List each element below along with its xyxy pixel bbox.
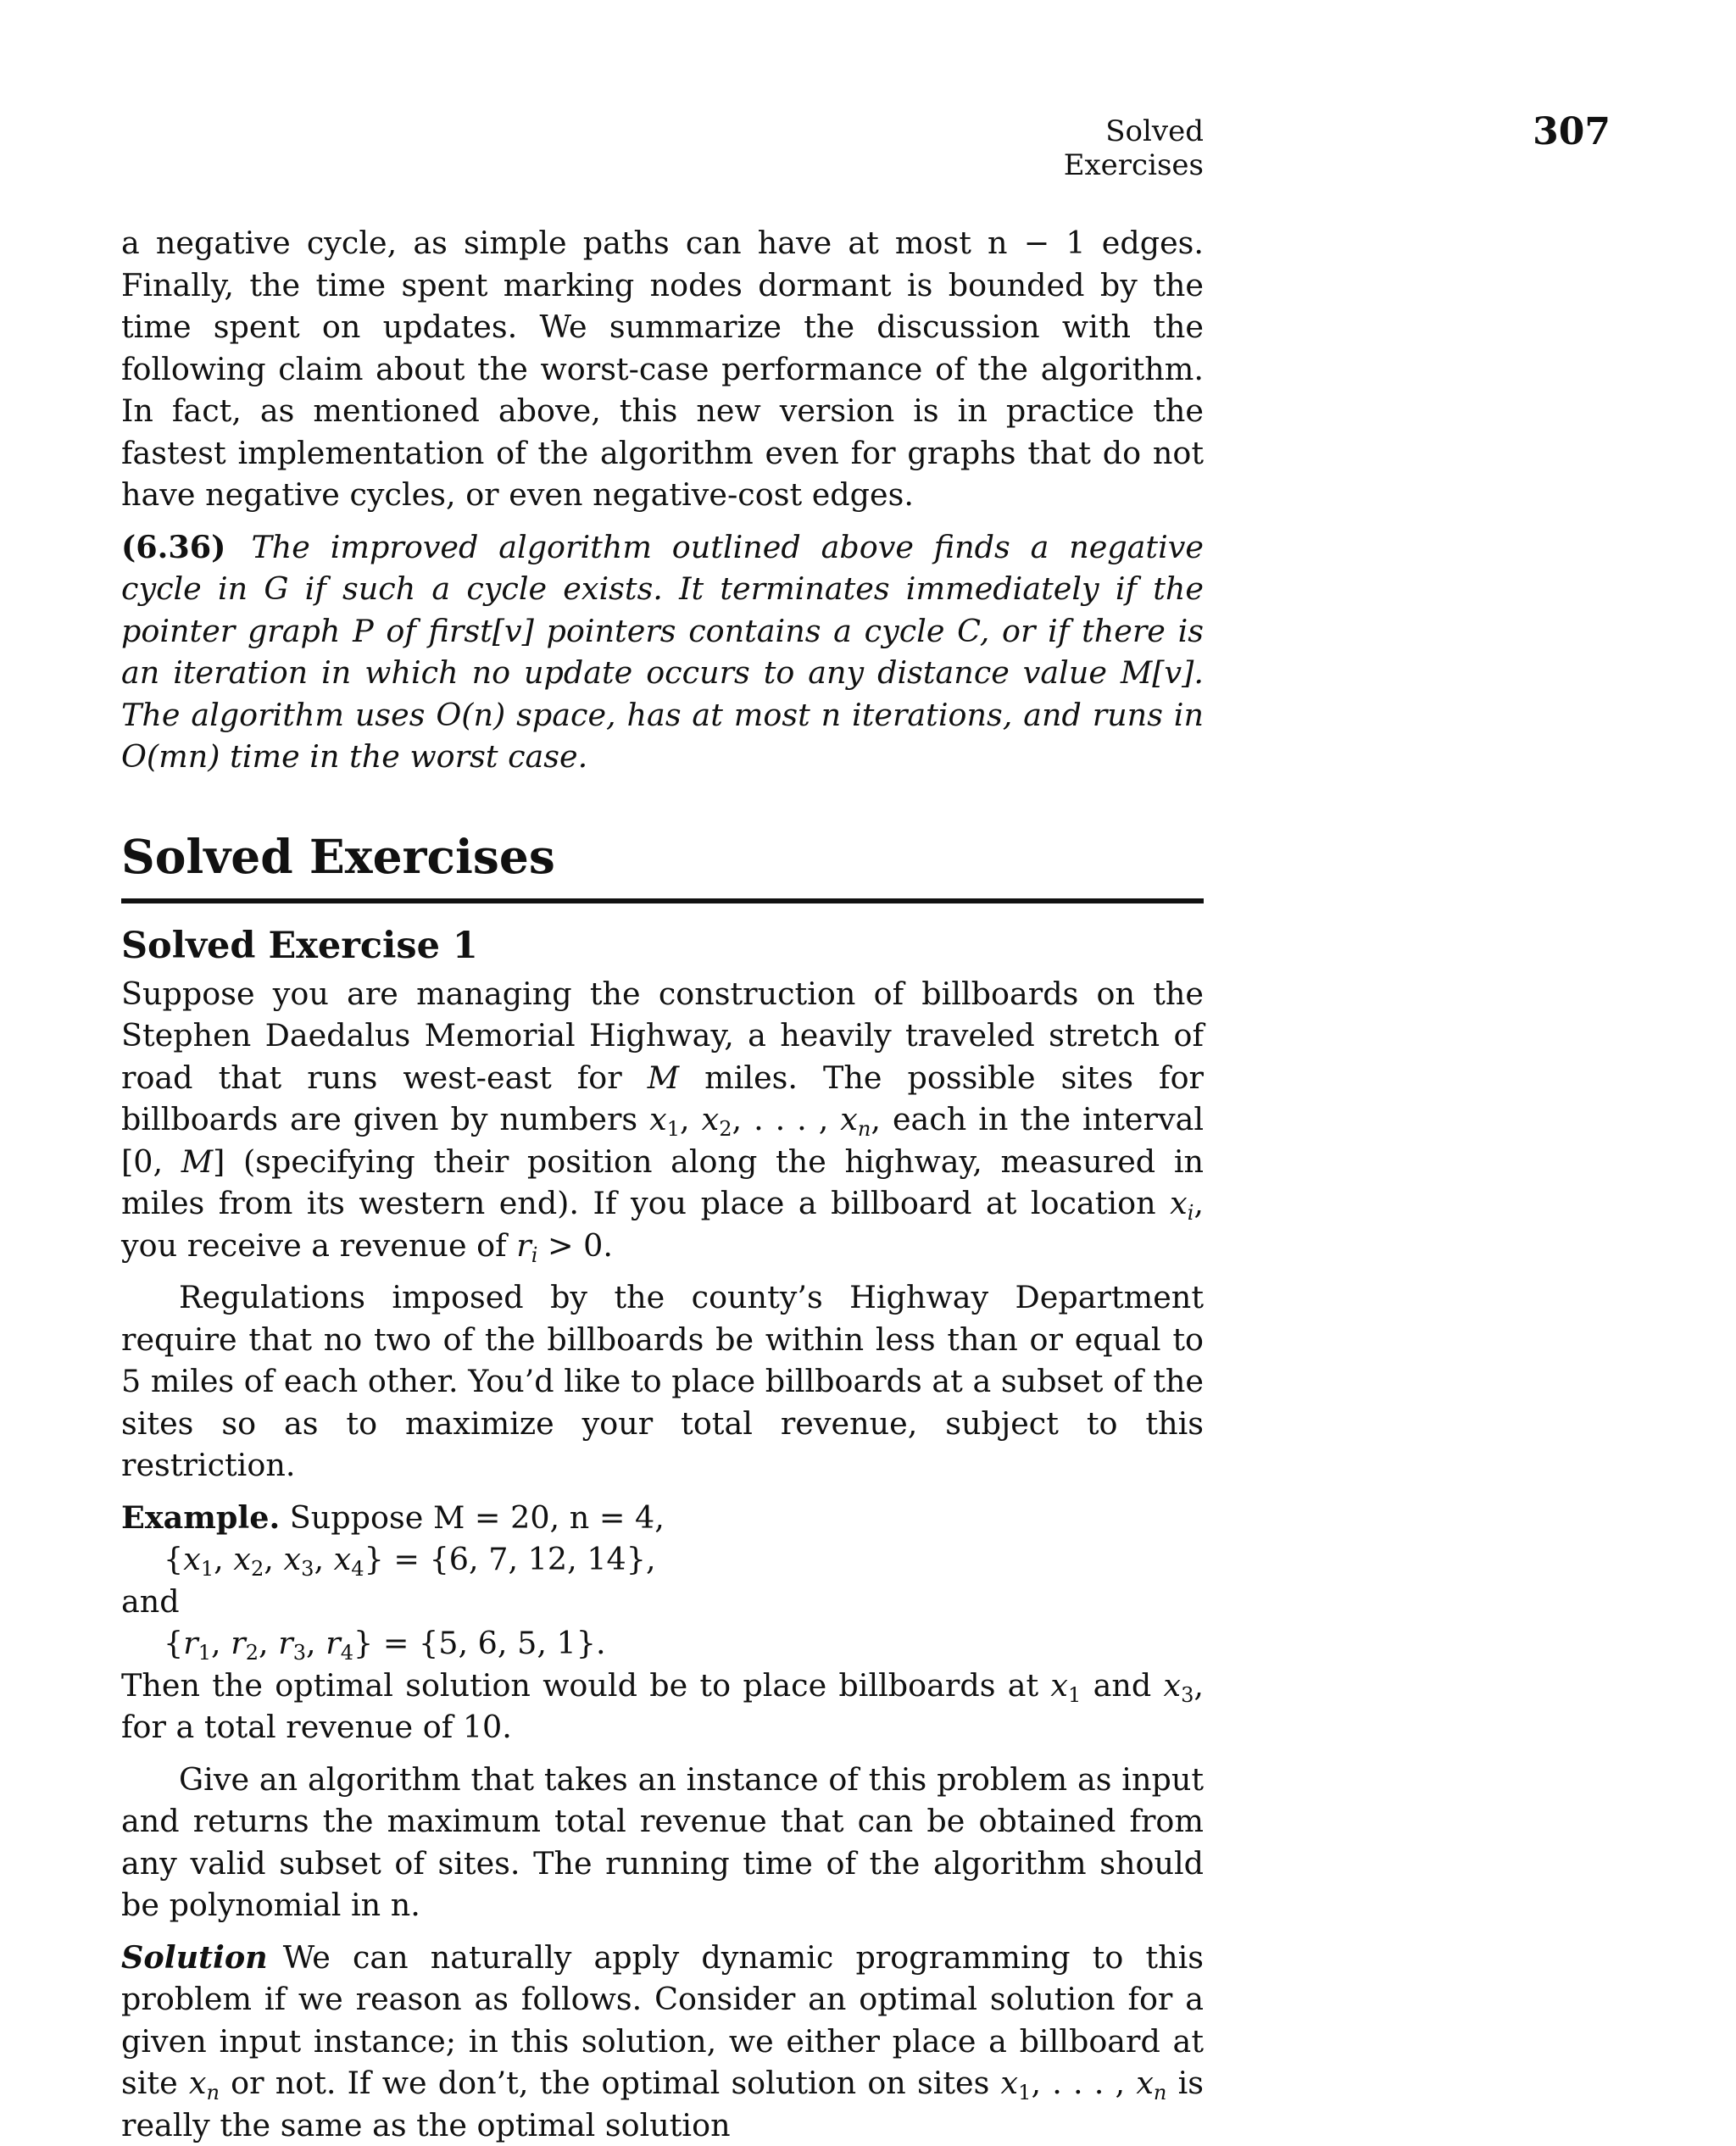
solution-paragraph: Solution We can naturally apply dynamic programming to this problem if we reason as follows. Consider an optimal solution for a given input instance; in this solution, we either place a billboard at site $x_n$ or not. If we don’t, the optimal solution on sites $x_1$, . . . , $x_n$ is really the same as the optimal solution [121, 1937, 1204, 2146]
problem-paragraph-1: Suppose you are managing the construction of billboards on the Stephen Daedalus Memorial Highway, a heavily traveled stretch of road that runs west-east for M miles. The possible sites for billboards are given by numbers $x_1$, $x_2$, . . . , $x_n$, each in the interval [0, M] (specifying their position along the highway, measured in miles from its western end). If you place a billboard at location $x_i$, you receive a revenue of $r_i > 0$. [121, 973, 1204, 1267]
section-title: Solved Exercises [121, 827, 1204, 887]
running-head: Solved Exercises [992, 114, 1204, 182]
page-number: 307 [1526, 110, 1611, 153]
task-paragraph: Give an algorithm that takes an instance of this problem as input and returns the maximum total revenue that can be obtained from any valid subset of sites. The running time of the algorithm should be polynomial in n. [121, 1759, 1204, 1926]
claim-6-36 [121, 526, 1204, 778]
example-intro: Example. Suppose M = 20, n = 4, [121, 1497, 1204, 1539]
example-result: Then the optimal solution would be to place billboards at $x_1$ and $x_3$, for a total revenue of 10. [121, 1665, 1204, 1748]
and-text: and [121, 1581, 1204, 1623]
claim-number: (6.36) [121, 529, 225, 565]
paragraph-negative-cycle: a negative cycle, as simple paths can have at most n − 1 edges. Finally, the time spent marking nodes dormant is bounded by the time spent on updates. We summarize the discussion with the following claim about the worst-case performance of the algorithm. In fact, as mentioned above, this new version is in practice the fastest implementation of the algorithm even for graphs that do not have negative cycles, or even negative-cost edges. [121, 222, 1204, 516]
example-label: Example. [121, 1499, 280, 1536]
problem-paragraph-2: Regulations imposed by the county’s Highway Department require that no two of the billboards be within less than or equal to 5 miles of each other. You’d like to place billboards at a subset of the sites so as to maximize your total revenue, subject to this restriction. [121, 1276, 1204, 1487]
solution-label: Solution [121, 1939, 268, 1976]
equation-sites: {$x_1$, $x_2$, $x_3$, $x_4\} = \{6$, 7, 12, 14}, [121, 1538, 1204, 1581]
example-params: M = 20, n = 4, [433, 1499, 665, 1536]
section-rule [121, 898, 1204, 903]
page-body [121, 222, 1204, 2146]
equation-revenues: {$r_1$, $r_2$, $r_3$, $r_4\} = \{5$, 6, 5, 1}. [121, 1622, 1204, 1665]
claim-text: The improved algorithm outlined above finds a negative cycle in G if such a cycle exists. It terminates immediately if the pointer graph P of first[v] pointers contains a cycle C, or if there is an iteration in which no update occurs to any distance value M[v]. The algorithm uses O(n) space, has at most n iterations, and runs in O(mn) time in the worst case. [121, 529, 1204, 776]
subsection-title: Solved Exercise 1 [121, 919, 1204, 973]
